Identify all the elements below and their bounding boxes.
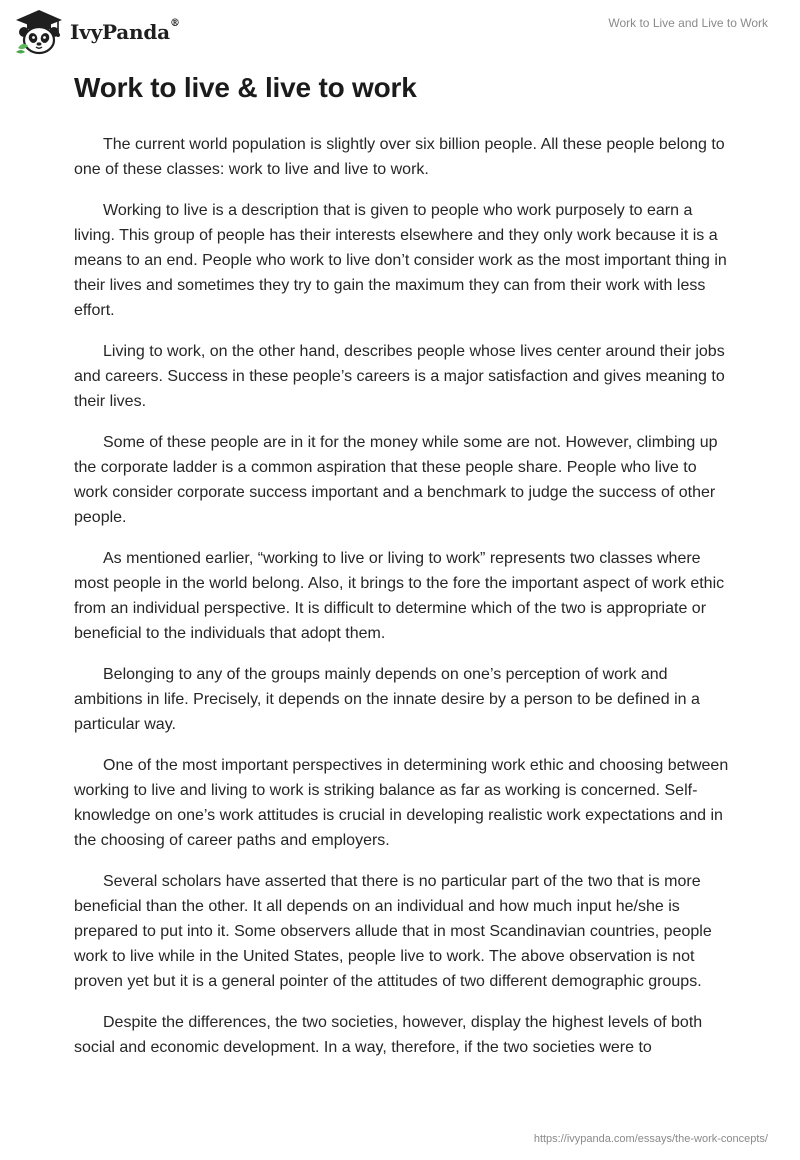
paragraph: Belonging to any of the groups mainly depends on one’s perception of work and ambitions in life. Precisely, it depends on the innate desire by a person to be defined in a particular way. bbox=[74, 666, 700, 733]
page-title: Work to live & live to work bbox=[74, 72, 417, 103]
paragraph: The current world population is slightly over six billion people. All these people belong to one of these classes: work to live and live to work. bbox=[74, 136, 725, 178]
panda-graduation-cap-icon bbox=[14, 8, 64, 56]
paragraph: Despite the differences, the two societies, however, display the highest levels of both social and economic development. In a way, therefore, if the two societies were to bbox=[74, 1014, 703, 1056]
source-url[interactable]: https://ivypanda.com/essays/the-work-concepts/ bbox=[533, 1133, 768, 1145]
paragraph: Working to live is a description that is given to people who work purposely to earn a living. This group of people has their interests elsewhere and they only work because it is a means to an end. People who work to live don’t consider work as the most important thing in their lives and sometimes they try to gain the maximum they can from their work with less effort. bbox=[74, 202, 727, 319]
ivypanda-logo[interactable] bbox=[14, 8, 180, 56]
paragraph: Living to work, on the other hand, describes people whose lives center around their jobs and careers. Success in these people’s careers is a major satisfaction and gives meaning to their lives. bbox=[74, 343, 725, 410]
registered-mark: ® bbox=[169, 18, 180, 29]
paragraph: Several scholars have asserted that there is no particular part of the two that is more beneficial than the other. It all depends on an individual and how much input he/she is prepared to put into it. Some observers allude that in most Scandinavian countries, people work to live while in the United States, people live to work. The above observation is not proven yet but it is a general pointer of the attitudes of two different demographic groups. bbox=[74, 873, 712, 990]
logo-wordmark bbox=[70, 20, 180, 44]
essay-body bbox=[74, 132, 730, 1076]
header-document-title: Work to Live and Live to Work bbox=[608, 16, 768, 30]
paragraph: Some of these people are in it for the money while some are not. However, climbing up the corporate ladder is a common aspiration that these people share. People who live to work consider corporate success important and a benchmark to judge the success of other people. bbox=[74, 434, 718, 526]
page-header bbox=[0, 0, 800, 70]
paragraph: One of the most important perspectives in determining work ethic and choosing between working to live and living to work is striking balance as far as working is concerned. Self-knowledge on one’s work attitudes is crucial in developing realistic work expectations and in the choosing of career paths and employers. bbox=[74, 757, 729, 849]
paragraph: As mentioned earlier, “working to live or living to work” represents two classes where most people in the world belong. Also, it brings to the fore the important aspect of work ethic from an individual perspective. It is difficult to determine which of the two is appropriate or beneficial to the individuals that adopt them. bbox=[74, 550, 725, 642]
logo-name: IvyPanda bbox=[70, 20, 170, 44]
